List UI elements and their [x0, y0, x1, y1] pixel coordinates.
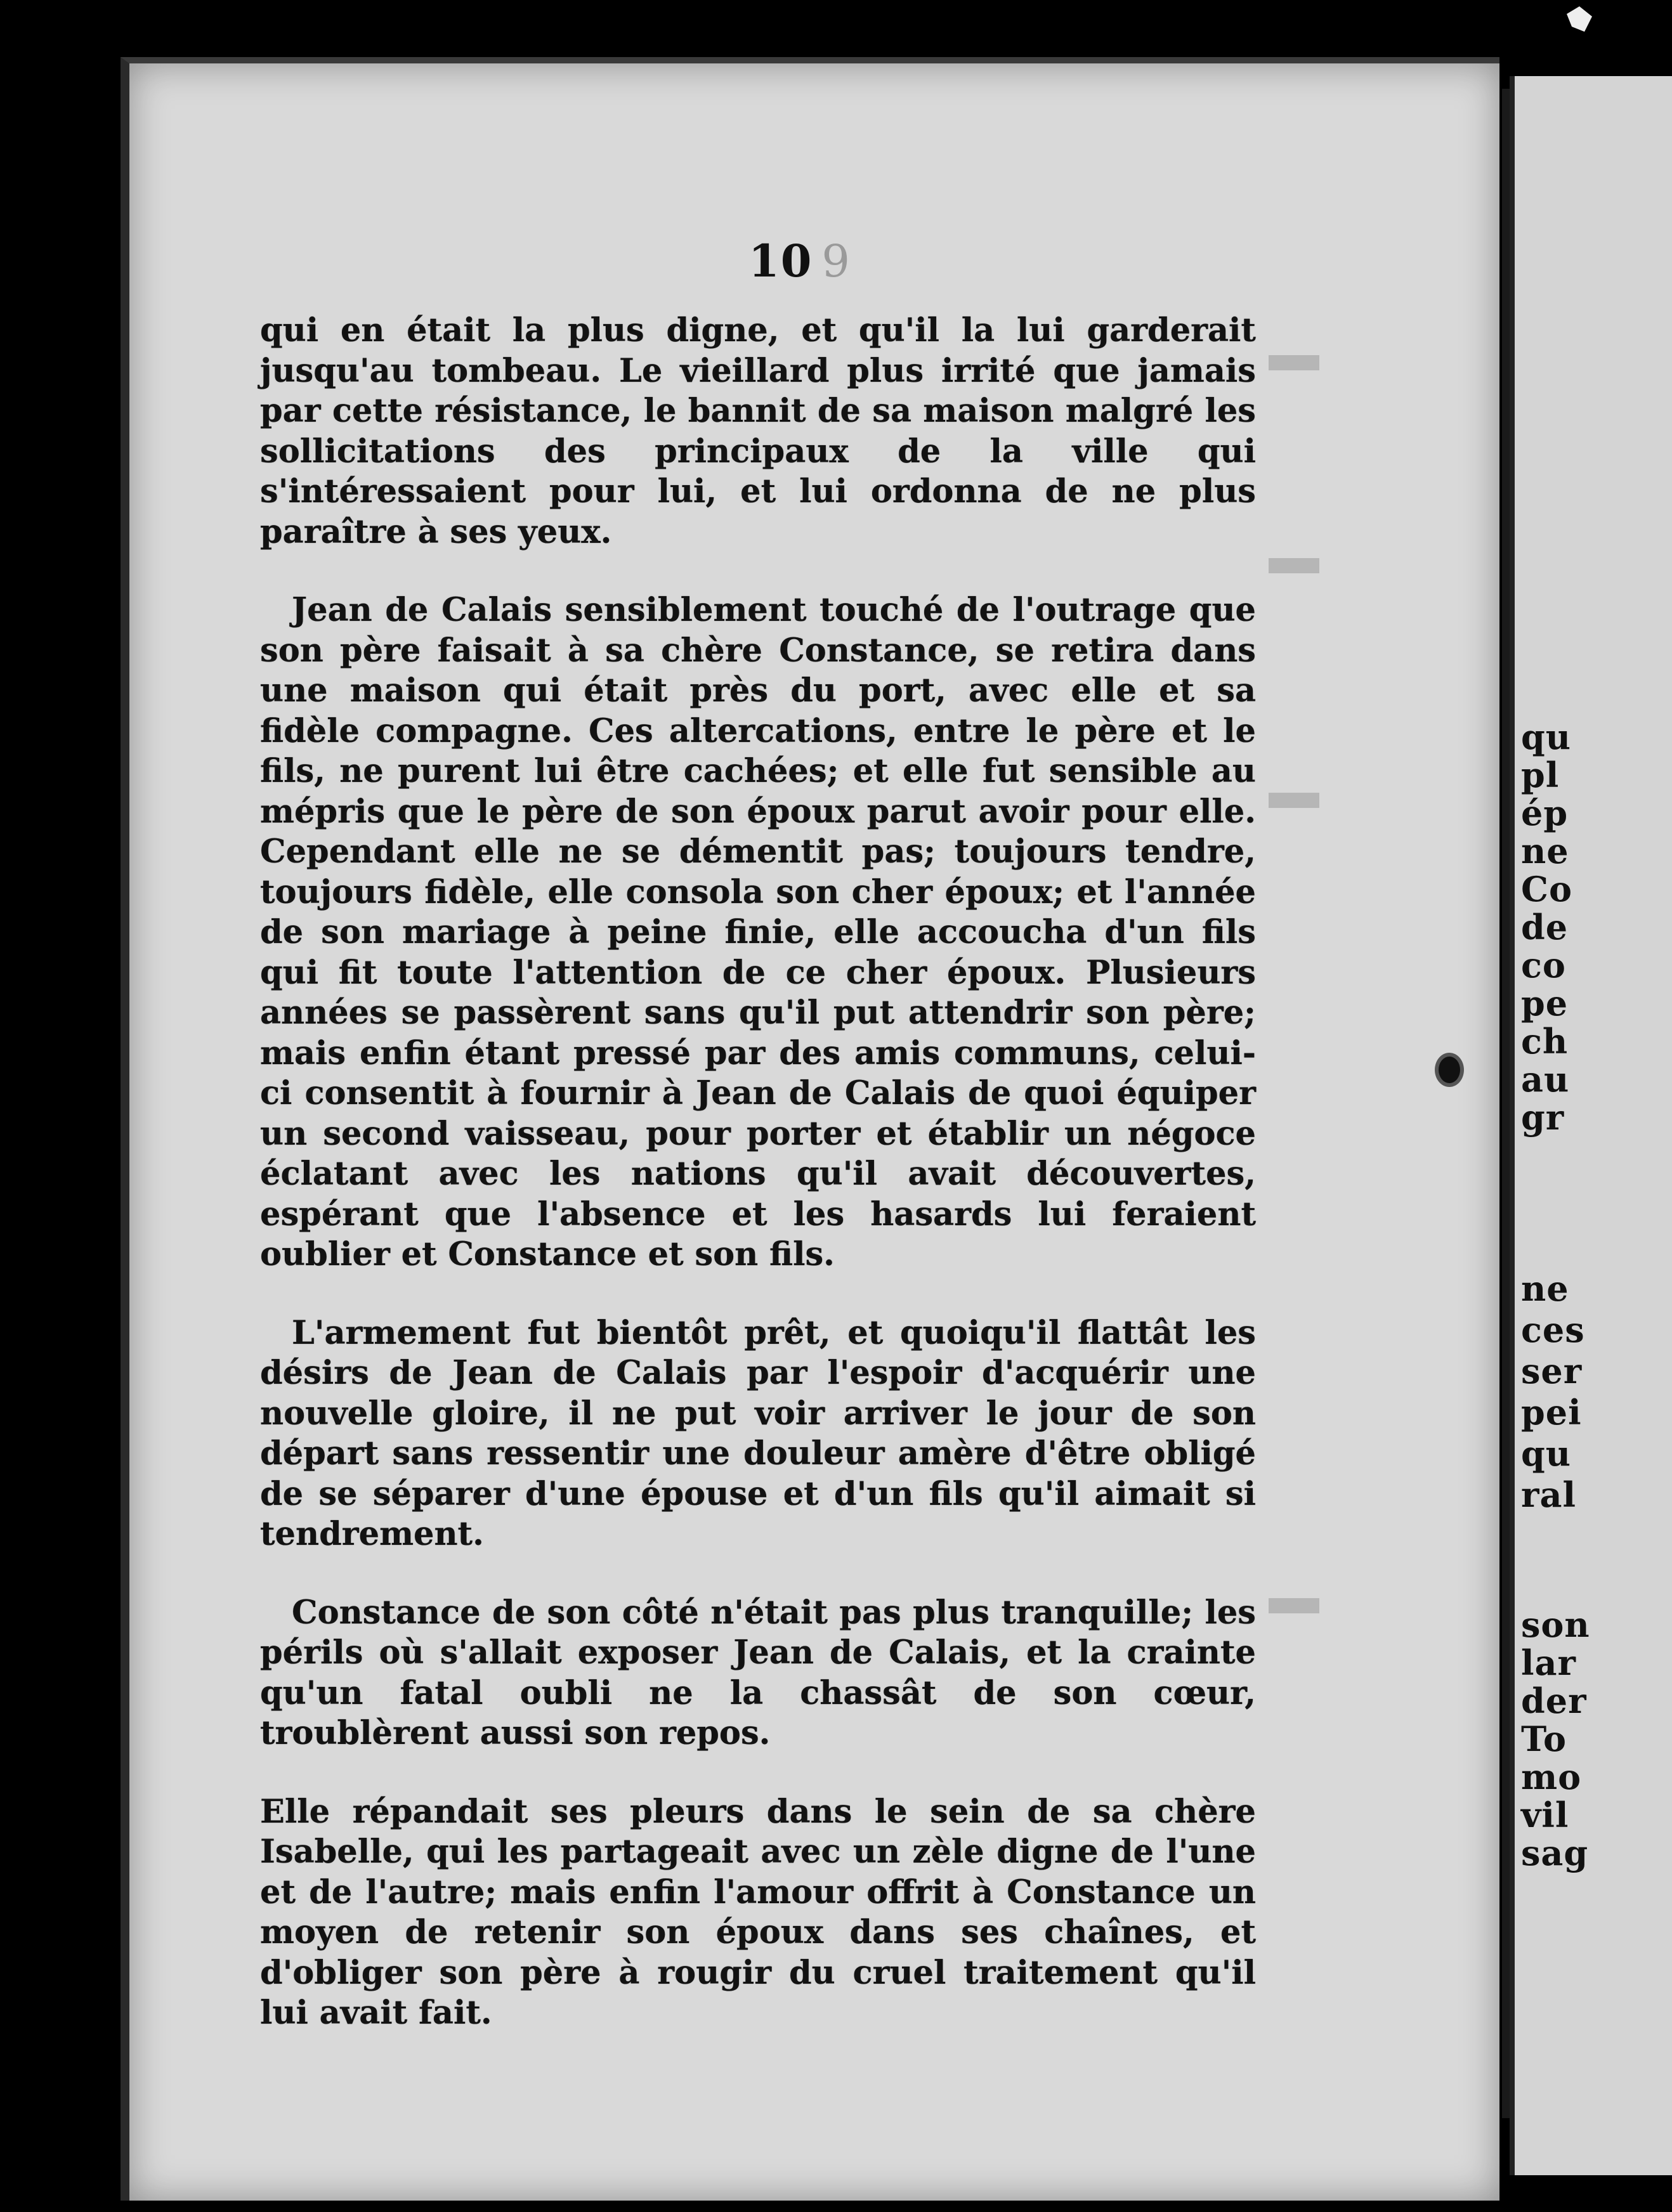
- adjacent-line: sag: [1521, 1833, 1589, 1873]
- adjacent-line: co: [1521, 945, 1566, 986]
- adjacent-line: ces: [1521, 1310, 1585, 1350]
- paragraph-2: Jean de Calais sensiblement touché de l'outrage que son père faisait à sa chère Constance, se retira dans une maison qui était près du port, avec elle et sa fidèle compagne. Ces altercations, entre le père et le fils, ne purent lui être cachées; et elle fut sensible au mépris que le père de son époux parut avoir pour elle. Cependant elle ne se démentit pas; toujours tendre, toujours fidèle, elle consola son cher époux; et l'année de son mariage à peine finie, elle accoucha d'un fils qui fit toute l'attention de ce cher époux. Plusieurs années se passèrent sans qu'il put attendrir son père; mais enfin étant pressé par des amis communs, celui-ci consentit à fournir à Jean de Calais de quoi équiper un second vaisseau, pour porter et établir un négoce éclatant avec les nations qu'il avait découvertes, espérant que l'absence et les hasards lui feraient oublier et Constance et son fils.: [260, 591, 1256, 1273]
- adjacent-line: pe: [1521, 983, 1569, 1024]
- adjacent-line: Co: [1521, 869, 1572, 909]
- page-text: [260, 311, 1256, 2034]
- binding-hole: [1435, 1053, 1464, 1087]
- adjacent-line: To: [1521, 1719, 1567, 1759]
- adjacent-line: qu: [1521, 717, 1572, 757]
- page-number: [748, 235, 851, 287]
- adjacent-line: pl: [1521, 755, 1560, 795]
- bleed-through-mark: [1269, 558, 1319, 573]
- adjacent-line: ne: [1521, 1268, 1569, 1309]
- adjacent-line: de: [1521, 907, 1569, 947]
- adjacent-line: der: [1521, 1681, 1587, 1721]
- paragraph-4: Constance de son côté n'était pas plus tranquille; les périls où s'allait exposer Jean de Calais, et la crainte qu'un fatal oubli ne la chassât de son cœur, troublèrent aussi son repos.: [260, 1593, 1256, 1752]
- page-number-value: 10: [748, 235, 813, 287]
- adjacent-line: son: [1521, 1604, 1590, 1645]
- adjacent-page: [1510, 76, 1672, 2175]
- bleed-through-mark: [1269, 793, 1319, 808]
- page-number-bleed: 9: [821, 235, 851, 287]
- bleed-through-mark: [1269, 1598, 1319, 1613]
- adjacent-line: ne: [1521, 831, 1569, 871]
- bleed-through-mark: [1269, 355, 1319, 370]
- adjacent-line: au: [1521, 1059, 1570, 1100]
- adjacent-line: ral: [1521, 1474, 1576, 1515]
- paragraph-1: qui en était la plus digne, et qu'il la lui garderait jusqu'au tombeau. Le vieillard plus irrité que jamais par cette résistance, le bannit de sa maison malgré les sollicitations des principaux de la ville qui s'intéressaient pour lui, et lui ordonna de ne plus paraître à ses yeux.: [260, 311, 1256, 551]
- adjacent-line: lar: [1521, 1643, 1576, 1683]
- adjacent-line: ser: [1521, 1351, 1583, 1391]
- adjacent-line: gr: [1521, 1097, 1565, 1138]
- adjacent-line: ép: [1521, 793, 1569, 833]
- adjacent-line: vil: [1521, 1795, 1569, 1835]
- scan-corner-mark: [1567, 6, 1592, 32]
- paragraph-3: L'armement fut bientôt prêt, et quoiqu'il flattât les désirs de Jean de Calais par l'espoir d'acquérir une nouvelle gloire, il ne put voir arriver le jour de son départ sans ressentir une douleur amère d'être obligé de se séparer d'une épouse et d'un fils qu'il aimait si tendrement.: [260, 1313, 1256, 1553]
- paragraph-5: Elle répandait ses pleurs dans le sein de sa chère Isabelle, qui les partageait avec un zèle digne de l'une et de l'autre; mais enfin l'amour offrit à Constance un moyen de retenir son époux dans ses chaînes, et d'obliger son père à rougir du cruel traitement qu'il lui avait fait.: [260, 1792, 1256, 2032]
- adjacent-line: mo: [1521, 1757, 1582, 1797]
- adjacent-line: ch: [1521, 1021, 1569, 1062]
- adjacent-line: qu: [1521, 1433, 1572, 1474]
- adjacent-line: pei: [1521, 1392, 1582, 1433]
